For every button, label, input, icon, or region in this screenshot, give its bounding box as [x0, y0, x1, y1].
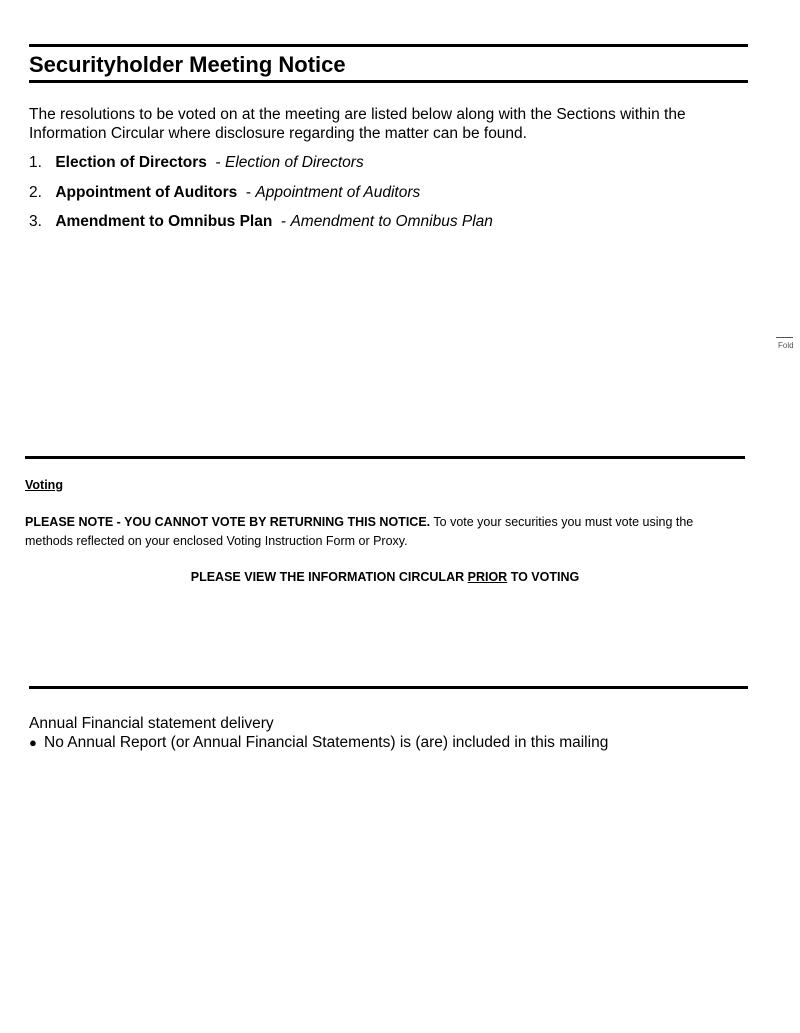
resolution-section: Appointment of Auditors	[255, 184, 421, 201]
voting-heading: Voting	[25, 478, 63, 492]
resolution-name: Appointment of Auditors	[55, 184, 238, 201]
financial-heading: Annual Financial statement delivery	[29, 715, 274, 732]
financial-rule	[29, 686, 748, 689]
resolution-separator: -	[245, 184, 252, 201]
voting-note-text: To vote your securities you must vote using the methods reflected on your enclosed Voting Instruction Form or Proxy.	[25, 515, 694, 548]
resolution-separator: -	[280, 213, 287, 230]
view-circular-after: TO VOTING	[510, 570, 580, 584]
view-circular-before: PLEASE VIEW THE INFORMATION CIRCULAR	[190, 570, 465, 584]
title-underline-rule	[29, 80, 748, 83]
bullet-icon: ●	[29, 735, 37, 750]
resolution-item	[29, 153, 364, 173]
top-rule	[29, 44, 748, 47]
intro-paragraph: The resolutions to be voted on at the meeting are listed below along with the Sections within the Information Circular where disclosure regarding the matter can be found.	[29, 106, 686, 142]
resolution-separator: -	[215, 154, 221, 171]
voting-rule	[25, 456, 745, 459]
fold-mark	[776, 337, 793, 338]
resolution-number: 3.	[29, 213, 42, 230]
resolution-section: Amendment to Omnibus Plan	[290, 213, 493, 230]
resolution-item	[29, 183, 420, 203]
view-circular-notice	[0, 569, 770, 585]
resolution-number: 2.	[29, 184, 42, 201]
fold-label: Fold	[778, 341, 794, 350]
voting-note-bold: PLEASE NOTE - YOU CANNOT VOTE BY RETURNING THIS NOTICE.	[25, 515, 431, 529]
resolution-item	[29, 212, 493, 232]
page-title: Securityholder Meeting Notice	[29, 52, 346, 77]
voting-note	[25, 513, 725, 551]
resolution-section: Election of Directors	[225, 154, 364, 171]
financial-bullet-text: No Annual Report (or Annual Financial Statements) is (are) included in this mailing	[44, 734, 609, 751]
resolution-name: Election of Directors	[55, 154, 207, 171]
financial-bullet-item	[29, 733, 608, 752]
view-circular-prior: PRIOR	[467, 570, 508, 584]
resolution-number: 1.	[29, 154, 42, 171]
resolution-name: Amendment to Omnibus Plan	[55, 213, 273, 230]
